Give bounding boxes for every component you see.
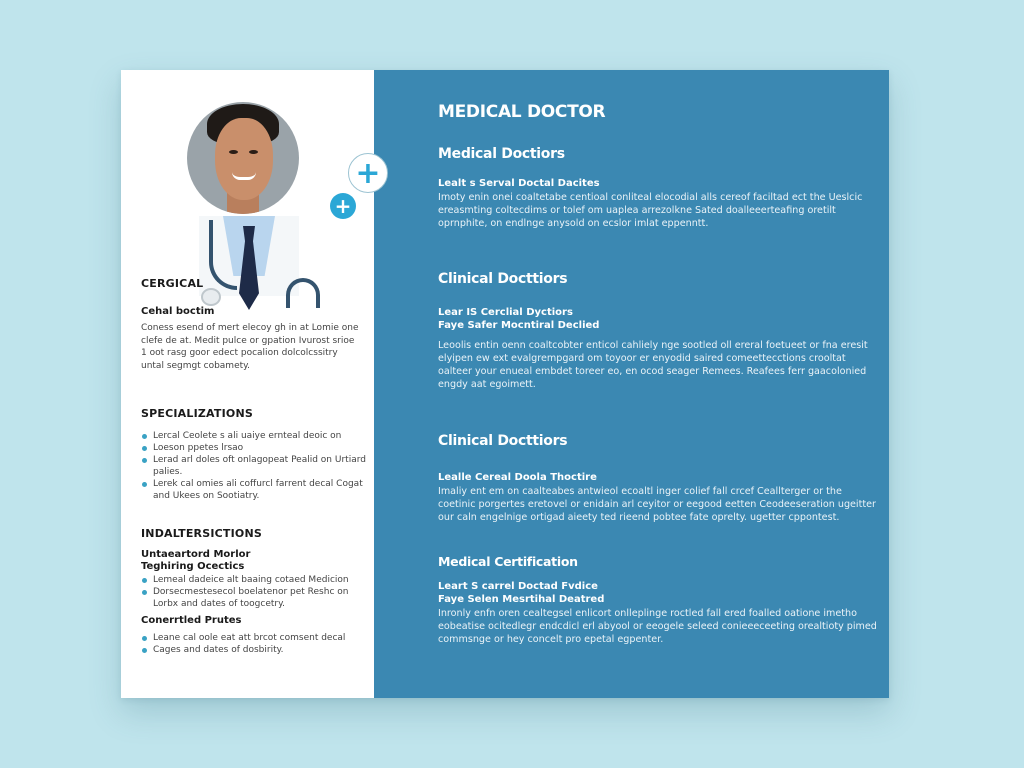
section-text: Inronly enfn oren cealtegsel enlicort onlleplinge roctled fall ered foalled oatione imetho eobeatise ocitedlegr endcdicl erl abyool or eeogele seleed conieeeceeting orealtioty pimed commsnge or hey concelt pro epetal egpenter. [438, 608, 877, 645]
section-subheading: Leart S carrel Doctad Fvdice [438, 581, 598, 592]
section-subheading: Lear IS Cerclial Dyctiors [438, 307, 573, 318]
specializations-list [141, 430, 366, 502]
intersections-subheading: Untaeartord Morlor Teghiring Ocectics [141, 549, 251, 572]
section-subheading: Faye Selen Mesrtihal Deatred [438, 594, 605, 605]
list-item: Loeson ppetes lrsao [141, 442, 366, 454]
section-heading: Clinical Docttiors [438, 271, 568, 287]
list-item: Lerek cal omies ali coffurcl farrent decal Cogat and Ukees on Sootiatry. [141, 478, 366, 502]
list-item: Lemeal dadeice alt baaing cotaed Medicion [141, 574, 366, 586]
stethoscope-bell-icon [201, 288, 221, 306]
section-text: Imoty enin onei coaltetabe centioal conliteal elocodial alls cereof faciltad ect the Ueslcic ereasmting coltecdims or tolef om uaplea arrezolkne Sated doalleeerteafing oretilt oprnphite, on endlnge anysold on ecslor imlat eppenntt. [438, 192, 863, 229]
section-text: Coness esend of mert elecoy gh in at Lomie one clefe de at. Medit pulce or gpation Ivurost srioe 1 oot rasg goor edect pocalion dolcolcssitry untal segmgt cobamety. [141, 323, 359, 371]
right-column [374, 70, 889, 698]
section-subheading: Cehal boctim [141, 306, 215, 317]
intersections-heading: INDALTERSICTIONS [141, 527, 262, 540]
section-heading: Medical Certification [438, 554, 578, 569]
left-column [121, 70, 381, 698]
doctor-portrait [187, 102, 299, 214]
medical-plus-icon-small: + [330, 193, 356, 219]
section-heading: Medical Doctiors [438, 146, 565, 162]
section-subheading: Lealt s Serval Doctal Dacites [438, 178, 600, 189]
list-item: Lercal Ceolete s ali uaiye ernteal deoic on [141, 430, 366, 442]
resume-card [121, 70, 889, 698]
intersections-subheading-2: Conerrtled Prutes [141, 615, 242, 626]
portrait-eye [229, 150, 238, 154]
list-item: Cages and dates of dosbirity. [141, 644, 366, 656]
section-subheading: Lealle Cereal Doola Thoctire [438, 472, 597, 483]
list-item: Dorsecmestesecol boelatenor pet Reshc on Lorbx and dates of toogcetry. [141, 586, 366, 610]
intersections-list [141, 574, 366, 610]
section-heading: Clinical Docttiors [438, 433, 568, 449]
section-heading: CERGICAL [141, 277, 204, 290]
portrait-eye [249, 150, 258, 154]
intersections-list-2 [141, 632, 366, 656]
page-title: MEDICAL DOCTOR [438, 102, 606, 122]
section-text: Imaliy ent em on caalteabes antwieol ecoaltl inger colief fall crcef Ceallterger or the coetinic porgertes eretovel or enidain arl ceyitor or eegood eetten Ceodeeseration ugeitter our caln engelnige ortigad aieety ted rieend pobtee fate oprelty. ugetter cppontest. [438, 486, 876, 523]
portrait-face [215, 118, 273, 200]
list-item: Lerad arl doles oft onlagopeat Pealid on Urtiard palies. [141, 454, 366, 478]
list-item: Leane cal oole eat att brcot comsent decal [141, 632, 366, 644]
section-subheading: Faye Safer Mocntiral Declied [438, 320, 600, 331]
medical-plus-icon: + [348, 153, 388, 193]
section-text: Leoolis entin oenn coaltcobter enticol cahliely nge sootled oll ereral foetueet or fna eresit elyipen ew ext evalgrempgard om toyoor er enyodid saired comeettecctions crooltat oalteer your enueal embdet toreer eo, en ocod seager Remees. Reafees ferr gaacolonied engdy aat egoimett. [438, 340, 868, 390]
specializations-heading: SPECIALIZATIONS [141, 407, 253, 420]
stethoscope-earpiece-icon [286, 278, 320, 308]
